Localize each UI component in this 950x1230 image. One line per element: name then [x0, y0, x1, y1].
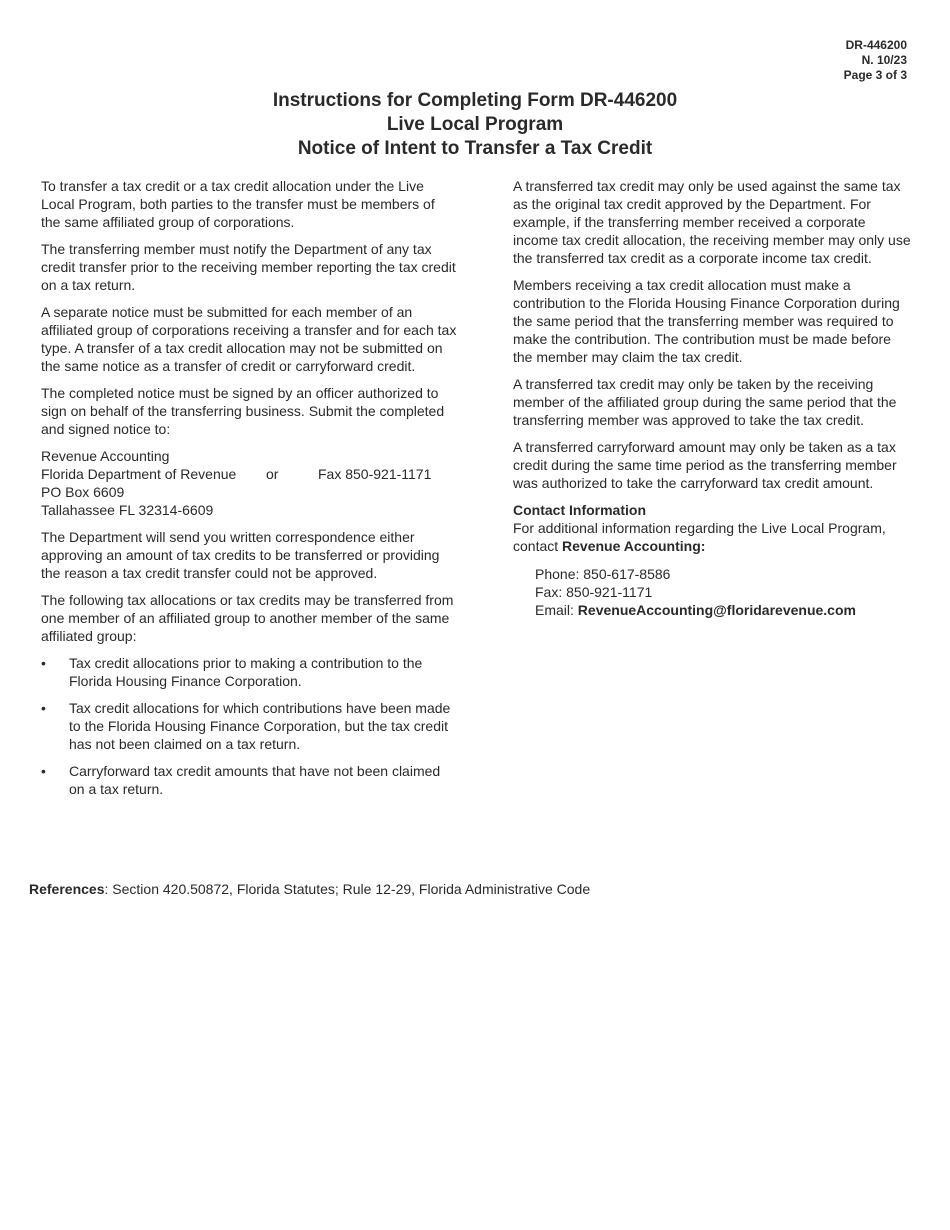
paragraph: The Department will send you written correspondence either approving an amount of tax credits to be transferred or providing the reason a tax credit transfer could not be approved.: [41, 529, 440, 581]
email-address: RevenueAccounting@floridarevenue.com: [577, 602, 856, 618]
transferable-credits-list: [41, 654, 457, 798]
references-label: References: [29, 881, 105, 897]
contact-heading: Contact Information: [513, 502, 646, 518]
left-column: [41, 177, 457, 807]
paragraph: The transferring member must notify the Department of any tax credit transfer prior to the receiving member reporting the tax credit on a tax return.: [41, 241, 456, 293]
paragraph: A transferred tax credit may only be taken by the receiving member of the affiliated group during the same period that the transferring member was approved to take the tax credit.: [513, 376, 897, 428]
list-item: • Tax credit allocations for which contributions have been made to the Florida Housing Finance Corporation, but the tax credit has not been claimed on a tax return.: [41, 699, 457, 753]
address-line: Tallahassee FL 32314-6609: [41, 502, 214, 518]
paragraph: To transfer a tax credit or a tax credit allocation under the Live Local Program, both parties to the transfer must be members of the same affiliated group of corporations.: [41, 178, 435, 230]
title-line-1: Instructions for Completing Form DR-446200: [272, 90, 678, 111]
paragraph: The completed notice must be signed by an officer authorized to sign on behalf of the transferring business. Submit the completed and signed notice to:: [41, 385, 445, 437]
contact-phone: Phone: 850-617-8586: [535, 566, 671, 582]
list-item: • Tax credit allocations prior to making a contribution to the Florida Housing Finance Corporation.: [41, 654, 457, 690]
references: [29, 880, 590, 898]
address-line: PO Box 6609: [41, 484, 125, 500]
paragraph: A separate notice must be submitted for each member of an affiliated group of corporations receiving a transfer and for each tax type. A transfer of a tax credit allocation may not be submitted on the same notice as a transfer of credit or carryforward credit.: [41, 304, 457, 374]
title-line-2: Live Local Program: [386, 114, 564, 135]
contact-fax: Fax: 850-921-1171: [535, 584, 653, 600]
contact-section: [513, 501, 913, 619]
contact-intro-name: Revenue Accounting:: [562, 538, 706, 554]
paragraph: The following tax allocations or tax credits may be transferred from one member of an affiliated group to another member of the same affiliated group:: [41, 592, 454, 644]
form-number: DR-446200: [845, 38, 907, 52]
address-line: Revenue Accounting: [41, 448, 170, 464]
paragraph: A transferred tax credit may only be used against the same tax as the original tax credit approved by the Department. For example, if the transferring member received a corporate income tax credit allocation, the receiving member may only use the transferred tax credit as a corporate income tax credit.: [513, 178, 911, 266]
list-item: • Carryforward tax credit amounts that have not been claimed on a tax return.: [41, 762, 457, 798]
form-revision: N. 10/23: [861, 53, 907, 67]
page-title: [0, 89, 950, 161]
address-line-with-fax: [41, 465, 457, 483]
email-label: Email:: [535, 602, 574, 618]
address-fax: Fax 850-921-1171: [318, 466, 432, 482]
title-line-3: Notice of Intent to Transfer a Tax Credit: [297, 138, 653, 159]
contact-details: [535, 565, 913, 619]
right-column: [513, 177, 913, 619]
address-or: or: [266, 466, 279, 482]
paragraph: Members receiving a tax credit allocation must make a contribution to the Florida Housing Finance Corporation during the same period that the transferring member was required to make the contribution. The contribution must be made before the member may claim the tax credit.: [513, 277, 900, 365]
page-number: Page 3 of 3: [843, 68, 907, 82]
mailing-address: [41, 447, 457, 519]
address-line: Florida Department of Revenue: [41, 466, 237, 482]
contact-intro-text: For additional information regarding the Live Local Program, contact: [513, 520, 886, 554]
references-text: : Section 420.50872, Florida Statutes; Rule 12-29, Florida Administrative Code: [104, 881, 591, 897]
paragraph: A transferred carryforward amount may only be taken as a tax credit during the same time period as the transferring member was authorized to take the carryforward tax credit amount.: [513, 439, 897, 491]
contact-email-line: [535, 601, 913, 619]
contact-intro: [513, 519, 913, 555]
form-identifier: [844, 38, 907, 83]
